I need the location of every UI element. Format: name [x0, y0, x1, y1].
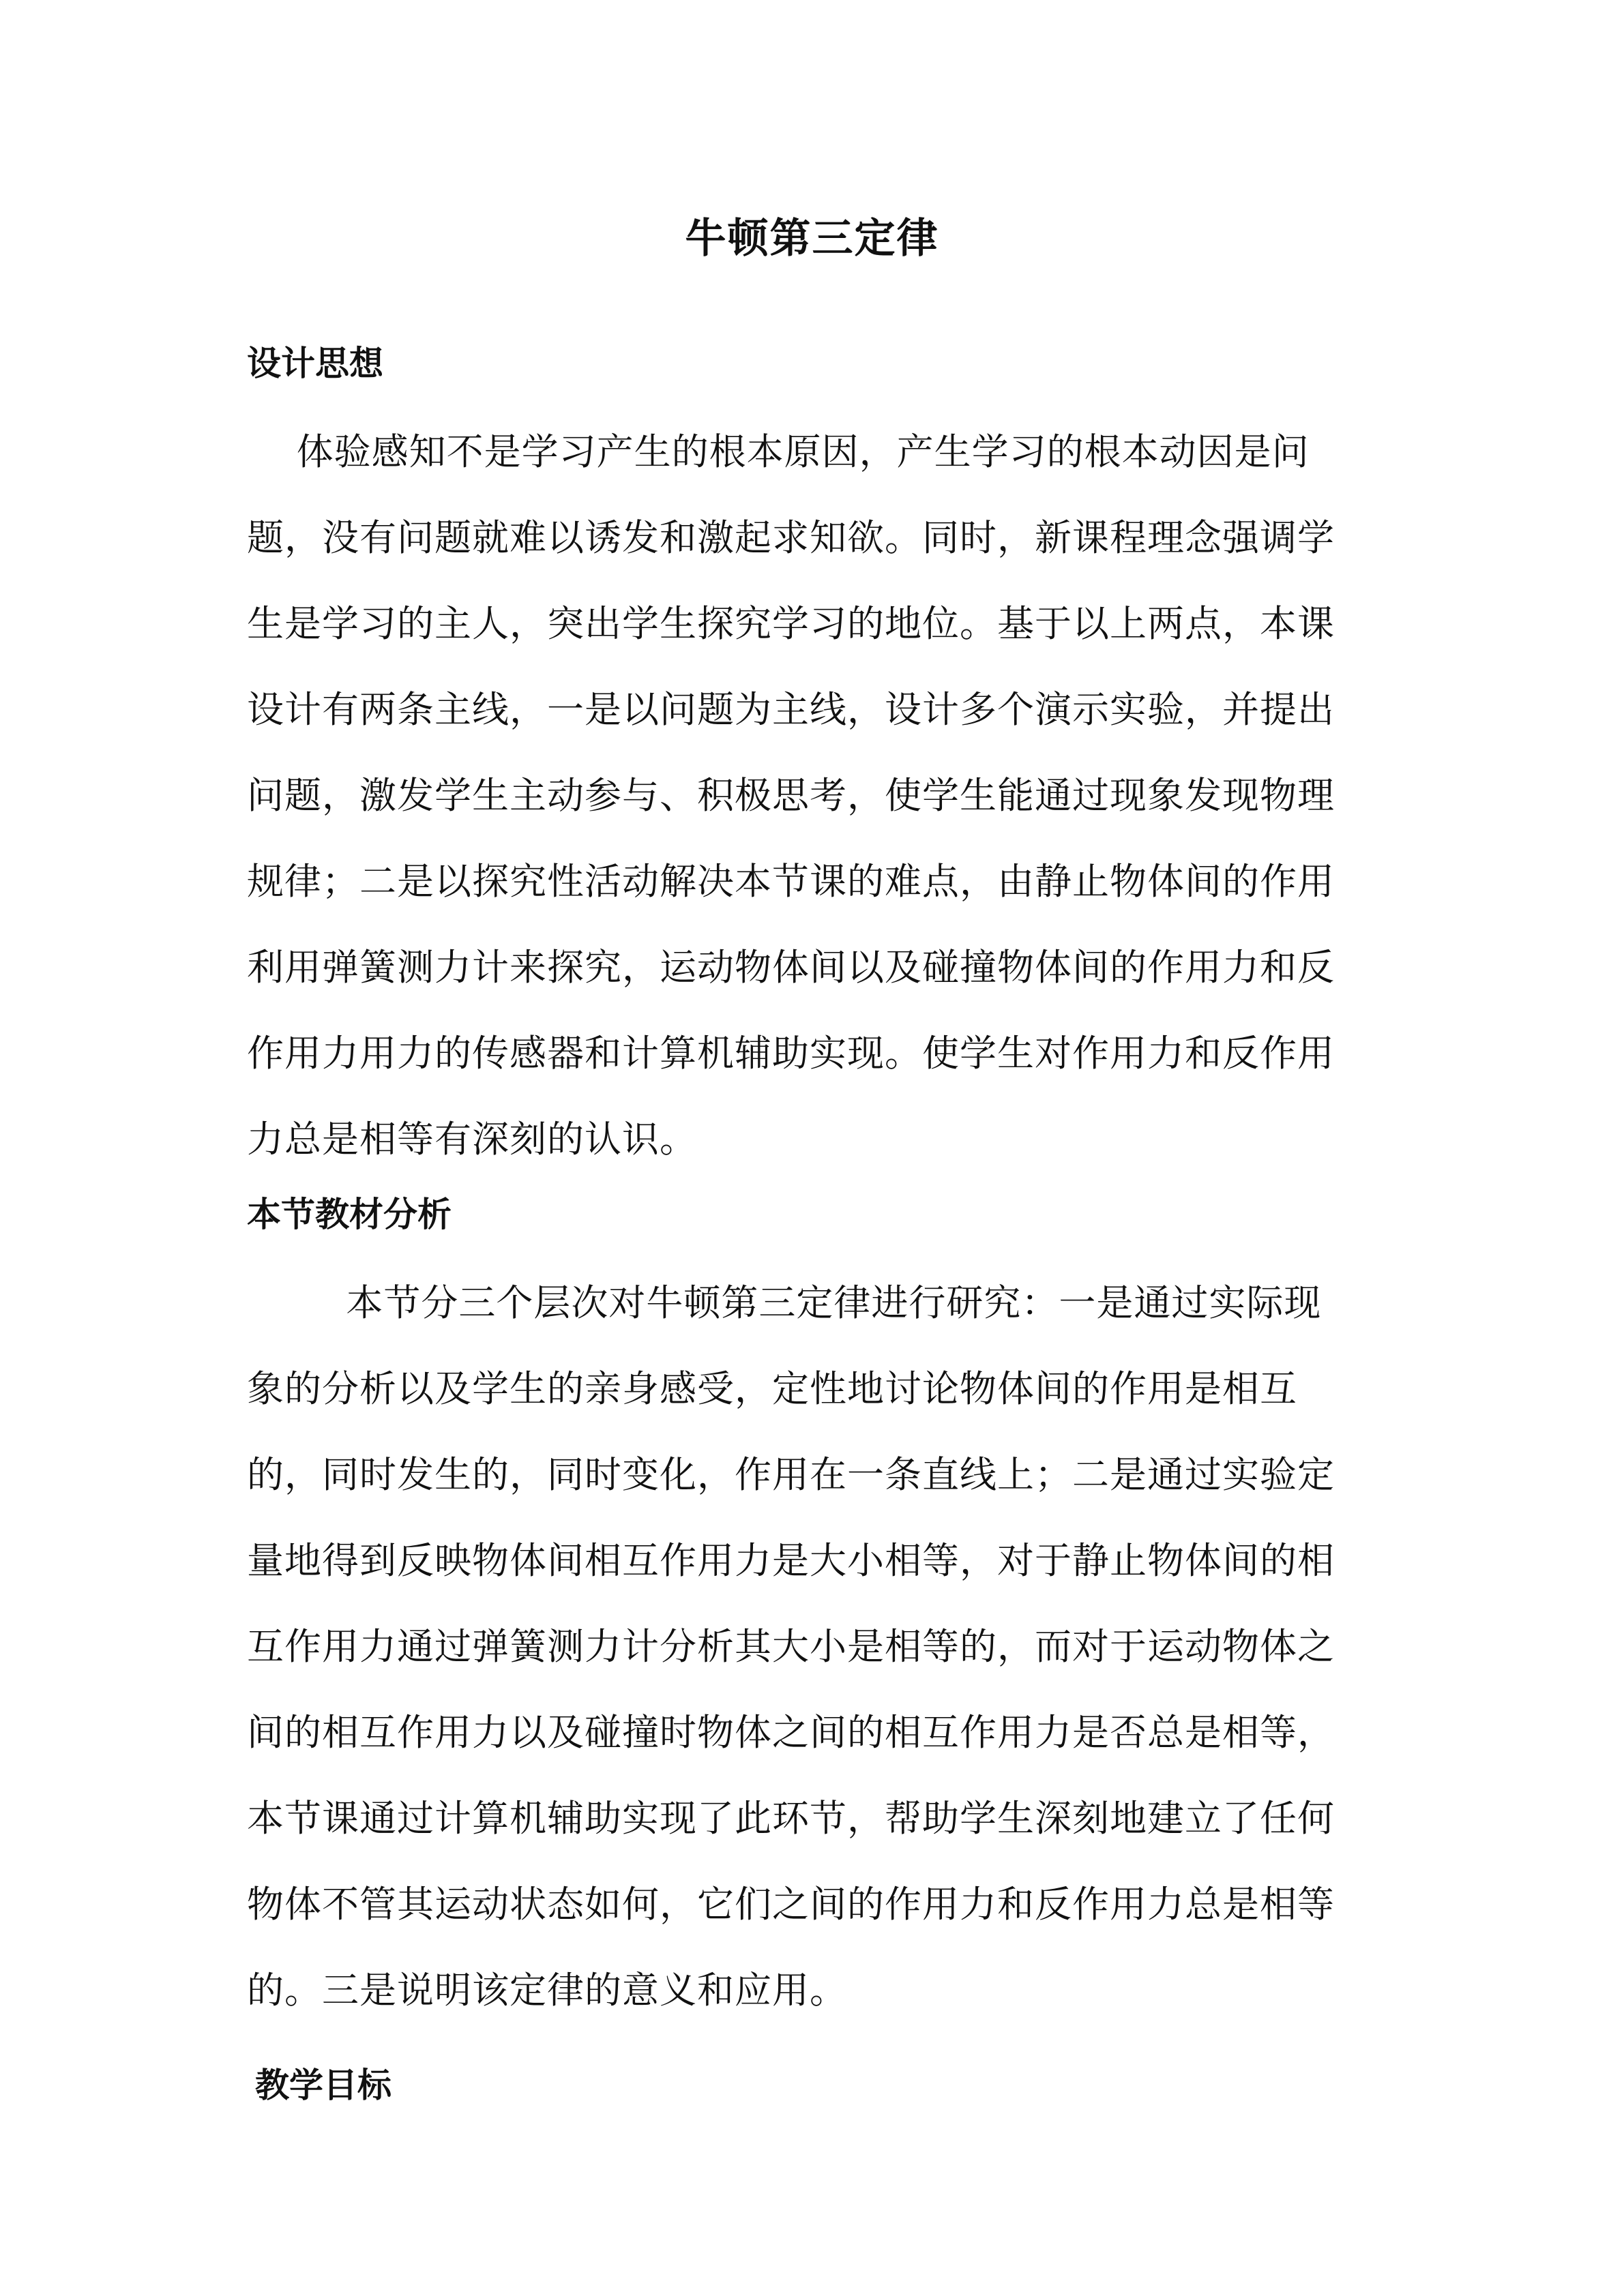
text-line: 的，同时发生的，同时变化，作用在一条直线上；二是通过实验定 — [247, 1453, 1335, 1496]
text-line: 体验感知不是学习产生的根本原因，产生学习的根本动因是问 — [247, 430, 1310, 473]
text-line: 本节课通过计算机辅助实现了此环节，帮助学生深刻地建立了任何 — [247, 1797, 1335, 1840]
text-line: 互作用力通过弹簧测力计分析其大小是相等的，而对于运动物体之 — [247, 1625, 1335, 1668]
text-line: 量地得到反映物体间相互作用力是大小相等，对于静止物体间的相 — [247, 1539, 1335, 1582]
text-line: 作用力用力的传感器和计算机辅助实现。使学生对作用力和反作用 — [247, 1032, 1335, 1075]
text-line: 设计有两条主线，一是以问题为主线，设计多个演示实验，并提出 — [247, 688, 1335, 731]
text-line: 利用弹簧测力计来探究，运动物体间以及碰撞物体间的作用力和反 — [247, 946, 1335, 989]
paragraph-design — [247, 409, 1379, 1182]
section-heading-design: 设计思想 — [247, 344, 383, 383]
document-title: 牛顿第三定律 — [685, 215, 939, 263]
text-line: 规律；二是以探究性活动解决本节课的难点，由静止物体间的作用 — [247, 860, 1335, 903]
text-line: 的。三是说明该定律的意义和应用。 — [247, 1969, 847, 2012]
text-line: 物体不管其运动状态如何，它们之间的作用力和反作用力总是相等 — [247, 1883, 1335, 1926]
section-heading-analysis: 本节教材分析 — [247, 1195, 452, 1234]
text-line: 本节分三个层次对牛顿第三定律进行研究：一是通过实际现 — [247, 1281, 1322, 1324]
text-line: 力总是相等有深刻的认识。 — [247, 1118, 697, 1161]
paragraph-analysis — [247, 1260, 1379, 2033]
text-line: 象的分析以及学生的亲身感受，定性地讨论物体间的作用是相互 — [247, 1367, 1297, 1410]
section-heading-goals: 教学目标 — [255, 2066, 392, 2105]
text-line: 生是学习的主人，突出学生探究学习的地位。基于以上两点，本课 — [247, 602, 1335, 645]
text-line: 题，没有问题就难以诱发和激起求知欲。同时，新课程理念强调学 — [247, 516, 1335, 559]
text-line: 间的相互作用力以及碰撞时物体之间的相互作用力是否总是相等， — [247, 1711, 1335, 1754]
text-line: 问题，激发学生主动参与、积极思考，使学生能通过现象发现物理 — [247, 774, 1335, 817]
